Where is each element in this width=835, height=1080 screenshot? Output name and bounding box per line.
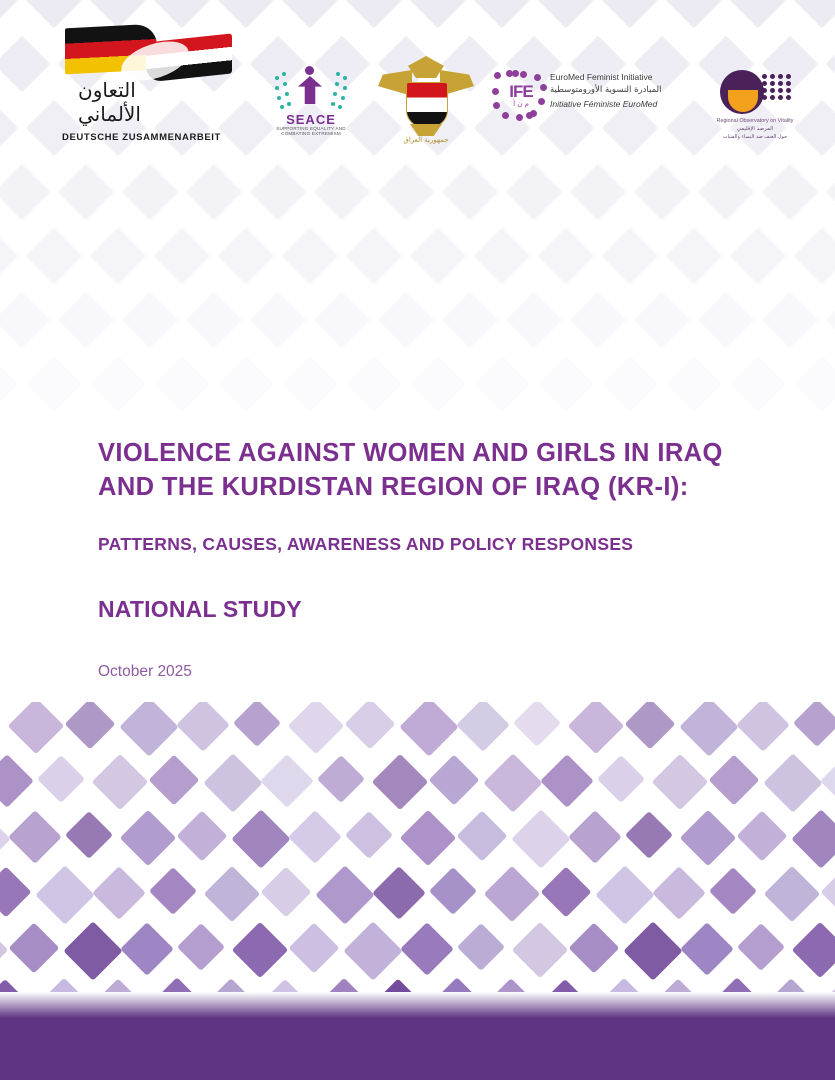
euromed-name-french: Initiative Féministe EuroMed bbox=[550, 99, 658, 109]
seace-dots-right-icon bbox=[329, 72, 347, 108]
title-block bbox=[98, 437, 758, 681]
document-title bbox=[98, 437, 758, 504]
giz-german-text: DEUTSCHE ZUSAMMENARBEIT bbox=[62, 132, 221, 143]
iraq-emblem-arabic-text: جمهورية العراق bbox=[403, 136, 449, 144]
seace-tagline: SUPPORTING EQUALITY AND COMBATING EXTREMISM bbox=[276, 126, 346, 136]
seace-head-icon bbox=[305, 66, 314, 75]
euromed-arabic-monogram: م ن أ bbox=[513, 100, 529, 108]
regional-observatory-logo bbox=[700, 70, 810, 140]
seace-body-icon bbox=[298, 76, 322, 104]
document-subtitle: PATTERNS, CAUSES, AWARENESS AND POLICY RESPONSES bbox=[98, 534, 634, 555]
observatory-name-arabic: المرصد الإقليمي bbox=[736, 126, 774, 132]
giz-arabic-line-1: التعاون bbox=[78, 78, 136, 102]
diamond-mosaic-decoration bbox=[0, 702, 835, 992]
seace-logo bbox=[275, 66, 347, 138]
observatory-name-english: Regional Observatory on Vitality bbox=[716, 118, 794, 124]
footer-gradient bbox=[0, 992, 835, 1018]
euromed-burst-icon bbox=[492, 70, 546, 120]
observatory-dot-grid-icon bbox=[762, 74, 792, 102]
logo-band bbox=[0, 0, 835, 160]
seace-figure-icon bbox=[293, 66, 327, 110]
seace-dots-left-icon bbox=[275, 72, 293, 108]
eagle-head-icon bbox=[408, 56, 444, 78]
footer-bar bbox=[0, 1018, 835, 1080]
iraq-state-emblem bbox=[378, 56, 474, 146]
german-cooperation-logo bbox=[60, 22, 230, 142]
document-title-line-2: AND THE KURDISTAN REGION OF IRAQ (KR-I): bbox=[98, 472, 689, 501]
observatory-subtitle-arabic: حول العنف ضد النساء والفتيات bbox=[722, 134, 788, 140]
observatory-circle-icon bbox=[720, 70, 764, 114]
seace-wordmark: SEACE bbox=[286, 112, 336, 127]
study-type-label: NATIONAL STUDY bbox=[98, 596, 302, 623]
euromed-monogram: IFE bbox=[509, 82, 533, 101]
euromed-feminist-initiative-logo bbox=[492, 66, 702, 138]
publication-date: October 2025 bbox=[98, 663, 192, 681]
document-title-line-1: VIOLENCE AGAINST WOMEN AND GIRLS IN IRAQ bbox=[98, 439, 723, 467]
iraq-shield-icon bbox=[406, 82, 448, 128]
giz-arabic-line-2: الألماني bbox=[78, 102, 141, 126]
euromed-name-arabic: المبادرة النسوية الأورومتوسطية bbox=[550, 85, 662, 95]
euromed-name-english: EuroMed Feminist Initiative bbox=[550, 72, 653, 82]
eagle-tail-icon bbox=[410, 124, 442, 136]
